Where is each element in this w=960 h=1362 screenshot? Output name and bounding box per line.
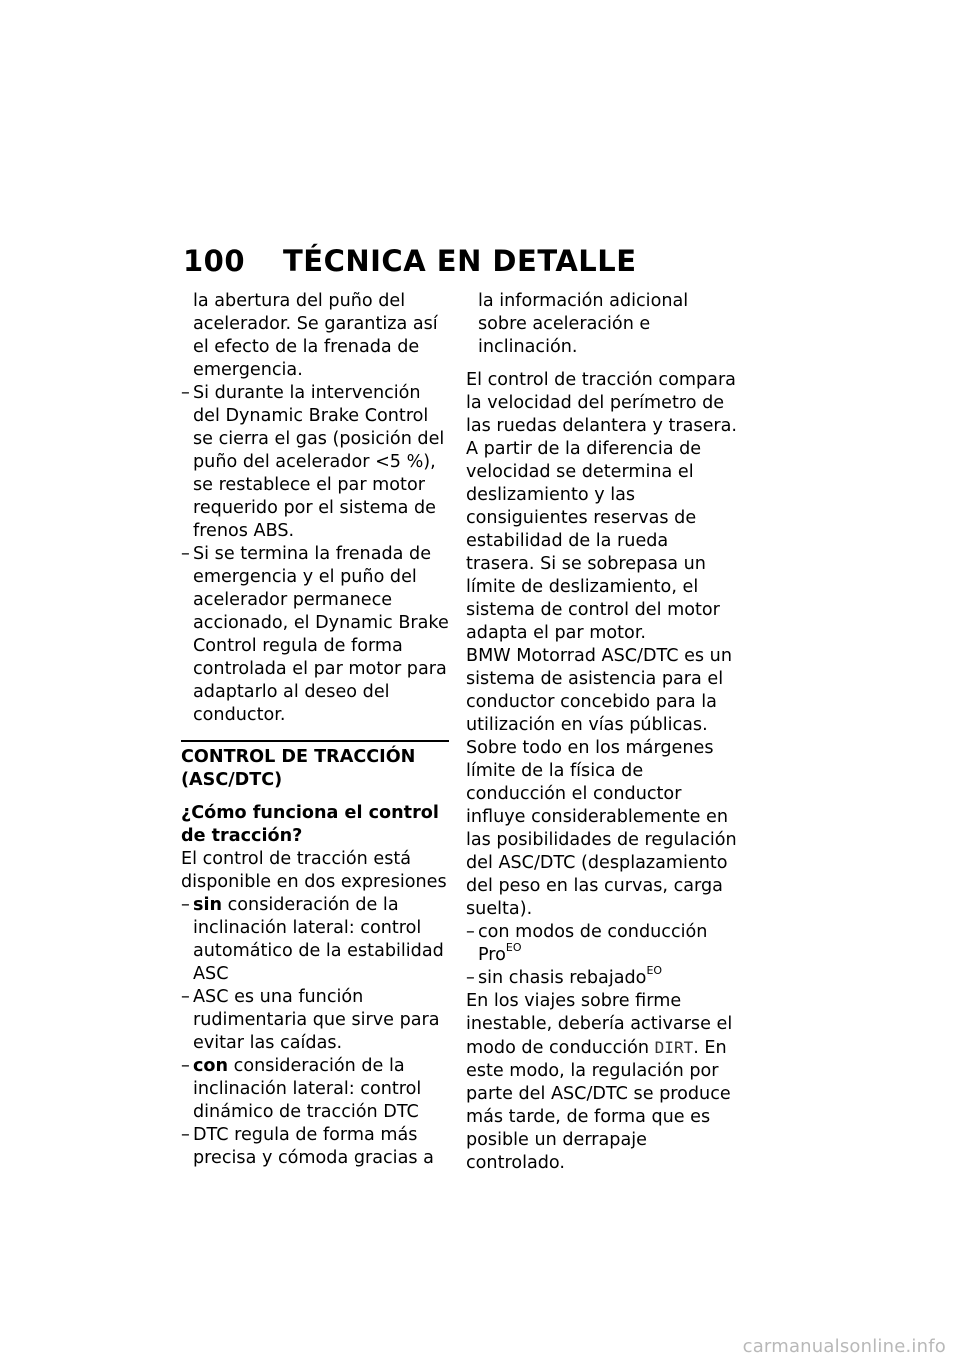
list-item: – sin chasis rebajado$^{EO}$ xyxy=(466,964,663,988)
left-column xyxy=(181,290,449,1170)
page-number: 100 xyxy=(183,244,246,278)
question-heading: ¿Cómo funciona el control de tracción? xyxy=(181,803,439,846)
paragraph: En los viajes sobre firme inestable, debería activarse el modo de conducción DIRT. En este modo, la regulación por parte del ASC/DTC se produce más tarde, de forma que es posible un derrapaje controlado. xyxy=(466,991,733,1173)
watermark: carmanualsonline.info xyxy=(742,1336,946,1357)
list-item: – DTC regula de forma más precisa y cómoda gracias a xyxy=(181,1125,434,1168)
list-item: – sin consideración de la inclinación lateral: control automático de la estabilidad ASC xyxy=(181,895,444,984)
intro-text: El control de tracción está disponible en dos expresiones xyxy=(181,849,447,892)
equipment-code: EO xyxy=(505,941,522,955)
section-title: CONTROL DE TRACCIÓN (ASC/DTC) xyxy=(181,747,416,790)
list-item: – Si se termina la frenada de emergencia y el puño del acelerador permanece accionado, el Dynamic Brake Control regula de forma controlada el par motor para adaptarlo al deseo del conductor. xyxy=(181,544,449,725)
continuation-text: la información adicional sobre aceleración e inclinación. xyxy=(478,291,689,357)
page-header xyxy=(183,244,637,278)
equipment-code: EO xyxy=(646,964,663,978)
dash-list xyxy=(181,894,449,1170)
list-item: – Si durante la intervención del Dynamic Brake Control se cierra el gas (posición del puño del acelerador <5 %), se restablece el par motor requerido por el sistema de frenos ABS. xyxy=(181,383,445,541)
paragraph: BMW Motorrad ASC/DTC es un sistema de asistencia para el conductor concebido para la utilización en vías públicas. Sobre todo en los márgenes límite de la física de conducción el conductor influye considerablemente en las posibilidades de regulación del ASC/DTC (desplazamiento del peso en las curvas, carga suelta). xyxy=(466,646,737,919)
paragraph: El control de tracción compara la velocidad del perímetro de las ruedas delantera y trasera. A partir de la diferencia de velocidad se determina el deslizamiento y las consiguientes reservas de estabilidad de la rueda trasera. Si se sobrepasa un límite de deslizamiento, el sistema de control del motor adapta el par motor. xyxy=(466,370,738,643)
riding-mode-name: DIRT xyxy=(654,1038,694,1057)
dash-list xyxy=(181,382,449,727)
section-divider xyxy=(181,740,449,792)
dash-list xyxy=(466,921,738,990)
list-item: – ASC es una función rudimentaria que sirve para evitar las caídas. xyxy=(181,987,440,1053)
list-item: – con consideración de la inclinación lateral: control dinámico de tracción DTC xyxy=(181,1056,422,1122)
right-column xyxy=(466,290,738,1175)
list-item: – con modos de conducción Pro$^{EO}$ xyxy=(466,922,708,965)
page-title: TÉCNICA EN DETALLE xyxy=(283,244,637,278)
continuation-text: la abertura del puño del acelerador. Se garantiza así el efecto de la frenada de emergencia. xyxy=(193,291,438,380)
